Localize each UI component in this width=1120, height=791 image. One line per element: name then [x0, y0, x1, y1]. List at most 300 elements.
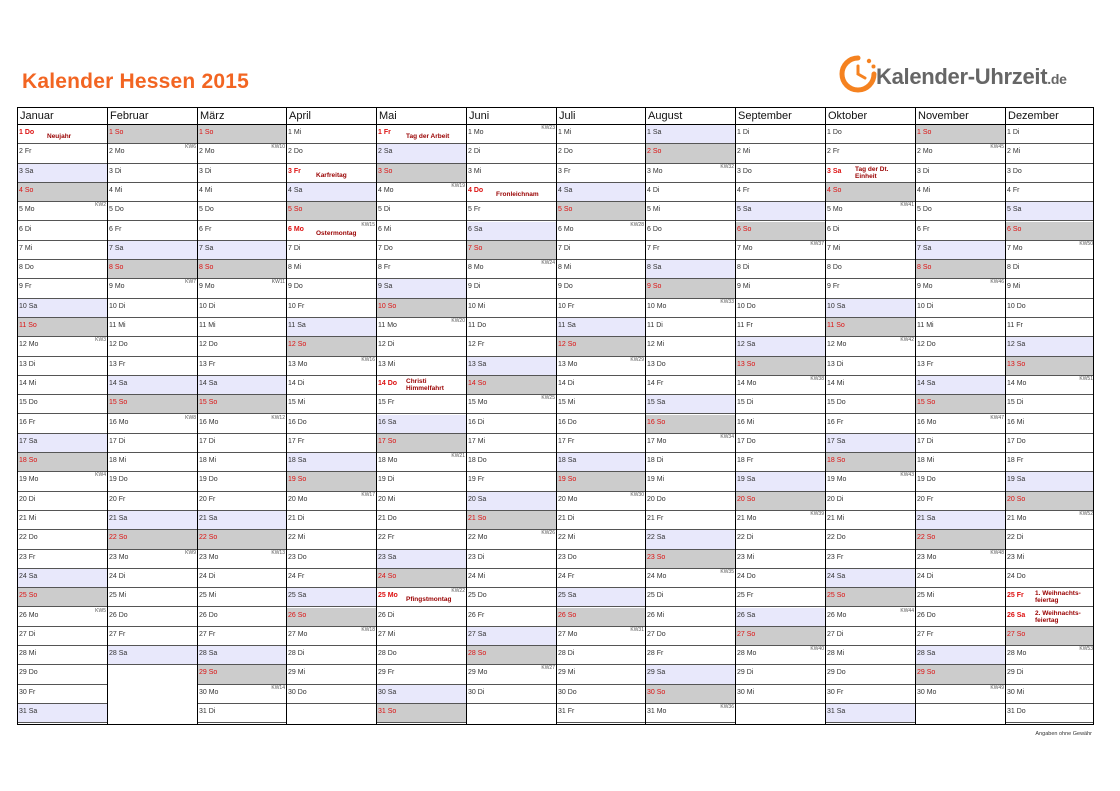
day-cell[interactable]	[1005, 588, 1094, 607]
day-cell[interactable]	[915, 511, 1005, 530]
day-cell[interactable]	[735, 241, 825, 260]
day-cell[interactable]	[286, 627, 376, 646]
day-cell[interactable]	[376, 318, 466, 337]
day-cell[interactable]	[376, 241, 466, 260]
day-cell[interactable]	[376, 685, 466, 704]
day-cell[interactable]	[286, 222, 376, 241]
day-cell[interactable]	[915, 569, 1005, 588]
day-cell[interactable]	[197, 183, 286, 202]
day-cell[interactable]	[286, 183, 376, 202]
day-cell[interactable]	[197, 357, 286, 376]
day-cell[interactable]	[286, 125, 376, 144]
day-cell[interactable]	[825, 434, 915, 453]
day-cell[interactable]	[645, 415, 735, 434]
day-cell[interactable]	[825, 241, 915, 260]
day-cell[interactable]	[376, 453, 466, 472]
day-cell[interactable]	[556, 472, 645, 491]
day-cell[interactable]	[286, 569, 376, 588]
day-cell[interactable]	[825, 202, 915, 221]
day-cell[interactable]	[466, 550, 556, 569]
day-cell[interactable]	[107, 569, 197, 588]
day-cell[interactable]	[17, 685, 107, 704]
day-cell[interactable]	[376, 434, 466, 453]
day-cell[interactable]	[825, 704, 915, 723]
day-cell[interactable]	[1005, 299, 1094, 318]
day-cell[interactable]	[1005, 608, 1094, 627]
day-cell[interactable]	[556, 125, 645, 144]
day-cell[interactable]	[645, 395, 735, 414]
day-cell[interactable]	[197, 164, 286, 183]
day-cell[interactable]	[107, 318, 197, 337]
day-cell[interactable]	[17, 164, 107, 183]
day-cell[interactable]	[107, 530, 197, 549]
day-cell[interactable]	[376, 608, 466, 627]
day-cell[interactable]	[197, 395, 286, 414]
day-cell[interactable]	[466, 530, 556, 549]
day-cell[interactable]	[915, 183, 1005, 202]
day-cell[interactable]	[1005, 550, 1094, 569]
day-cell[interactable]	[1005, 337, 1094, 356]
day-cell[interactable]	[197, 453, 286, 472]
day-cell[interactable]	[17, 357, 107, 376]
day-cell[interactable]	[17, 241, 107, 260]
day-cell[interactable]	[466, 202, 556, 221]
day-cell[interactable]	[825, 511, 915, 530]
day-cell[interactable]	[1005, 183, 1094, 202]
day-cell[interactable]	[556, 627, 645, 646]
day-cell[interactable]	[645, 665, 735, 684]
day-cell[interactable]	[286, 395, 376, 414]
day-cell[interactable]	[197, 665, 286, 684]
brand-logo[interactable]	[836, 52, 1086, 98]
day-cell[interactable]	[107, 357, 197, 376]
day-cell[interactable]	[376, 492, 466, 511]
day-cell[interactable]	[197, 222, 286, 241]
day-cell[interactable]	[376, 511, 466, 530]
day-cell[interactable]	[556, 183, 645, 202]
day-cell[interactable]	[556, 337, 645, 356]
day-cell[interactable]	[1005, 704, 1094, 723]
day-cell[interactable]	[107, 260, 197, 279]
day-cell[interactable]	[825, 299, 915, 318]
day-cell[interactable]	[825, 569, 915, 588]
day-cell[interactable]	[915, 530, 1005, 549]
day-cell[interactable]	[915, 608, 1005, 627]
day-cell[interactable]	[107, 395, 197, 414]
day-cell[interactable]	[645, 569, 735, 588]
day-cell[interactable]	[1005, 395, 1094, 414]
day-cell[interactable]	[645, 260, 735, 279]
day-cell[interactable]	[376, 395, 466, 414]
day-cell[interactable]	[17, 472, 107, 491]
day-cell[interactable]	[825, 492, 915, 511]
day-cell[interactable]	[735, 434, 825, 453]
day-cell[interactable]	[645, 588, 735, 607]
day-cell[interactable]	[286, 665, 376, 684]
day-cell[interactable]	[556, 704, 645, 723]
day-cell[interactable]	[107, 337, 197, 356]
day-cell[interactable]	[286, 472, 376, 491]
day-cell[interactable]	[17, 453, 107, 472]
day-cell[interactable]	[197, 550, 286, 569]
day-cell[interactable]	[466, 183, 556, 202]
day-cell[interactable]	[735, 511, 825, 530]
day-cell[interactable]	[915, 279, 1005, 298]
day-cell[interactable]	[915, 222, 1005, 241]
day-cell[interactable]	[466, 164, 556, 183]
day-cell[interactable]	[197, 569, 286, 588]
day-cell[interactable]	[735, 453, 825, 472]
day-cell[interactable]	[735, 569, 825, 588]
day-cell[interactable]	[645, 608, 735, 627]
day-cell[interactable]	[825, 665, 915, 684]
day-cell[interactable]	[107, 608, 197, 627]
day-cell[interactable]	[915, 665, 1005, 684]
day-cell[interactable]	[466, 472, 556, 491]
day-cell[interactable]	[17, 434, 107, 453]
day-cell[interactable]	[735, 646, 825, 665]
day-cell[interactable]	[286, 550, 376, 569]
day-cell[interactable]	[107, 279, 197, 298]
day-cell[interactable]	[556, 588, 645, 607]
day-cell[interactable]	[17, 530, 107, 549]
day-cell[interactable]	[286, 492, 376, 511]
day-cell[interactable]	[825, 415, 915, 434]
day-cell[interactable]	[735, 530, 825, 549]
day-cell[interactable]	[107, 376, 197, 395]
day-cell[interactable]	[376, 260, 466, 279]
day-cell[interactable]	[1005, 241, 1094, 260]
day-cell[interactable]	[197, 608, 286, 627]
day-cell[interactable]	[17, 299, 107, 318]
day-cell[interactable]	[735, 318, 825, 337]
day-cell[interactable]	[556, 646, 645, 665]
day-cell[interactable]	[376, 222, 466, 241]
day-cell[interactable]	[286, 299, 376, 318]
day-cell[interactable]	[645, 144, 735, 163]
day-cell[interactable]	[1005, 279, 1094, 298]
day-cell[interactable]	[17, 183, 107, 202]
day-cell[interactable]	[915, 241, 1005, 260]
day-cell[interactable]	[17, 125, 107, 144]
day-cell[interactable]	[915, 144, 1005, 163]
day-cell[interactable]	[556, 434, 645, 453]
day-cell[interactable]	[107, 646, 197, 665]
day-cell[interactable]	[466, 125, 556, 144]
day-cell[interactable]	[915, 357, 1005, 376]
day-cell[interactable]	[376, 357, 466, 376]
day-cell[interactable]	[197, 627, 286, 646]
day-cell[interactable]	[825, 588, 915, 607]
day-cell[interactable]	[17, 511, 107, 530]
day-cell[interactable]	[1005, 318, 1094, 337]
day-cell[interactable]	[735, 260, 825, 279]
day-cell[interactable]	[466, 569, 556, 588]
day-cell[interactable]	[107, 183, 197, 202]
day-cell[interactable]	[645, 685, 735, 704]
day-cell[interactable]	[107, 472, 197, 491]
day-cell[interactable]	[556, 241, 645, 260]
day-cell[interactable]	[197, 415, 286, 434]
day-cell[interactable]	[376, 704, 466, 723]
day-cell[interactable]	[107, 588, 197, 607]
day-cell[interactable]	[466, 376, 556, 395]
day-cell[interactable]	[197, 685, 286, 704]
day-cell[interactable]	[107, 434, 197, 453]
day-cell[interactable]	[466, 357, 556, 376]
day-cell[interactable]	[17, 415, 107, 434]
day-cell[interactable]	[376, 550, 466, 569]
day-cell[interactable]	[1005, 376, 1094, 395]
day-cell[interactable]	[286, 337, 376, 356]
day-cell[interactable]	[17, 550, 107, 569]
day-cell[interactable]	[107, 202, 197, 221]
day-cell[interactable]	[1005, 202, 1094, 221]
day-cell[interactable]	[1005, 530, 1094, 549]
day-cell[interactable]	[645, 337, 735, 356]
day-cell[interactable]	[915, 588, 1005, 607]
day-cell[interactable]	[286, 434, 376, 453]
day-cell[interactable]	[645, 704, 735, 723]
day-cell[interactable]	[556, 279, 645, 298]
day-cell[interactable]	[735, 164, 825, 183]
day-cell[interactable]	[1005, 492, 1094, 511]
day-cell[interactable]	[645, 376, 735, 395]
day-cell[interactable]	[915, 260, 1005, 279]
day-cell[interactable]	[197, 202, 286, 221]
day-cell[interactable]	[556, 530, 645, 549]
day-cell[interactable]	[645, 241, 735, 260]
day-cell[interactable]	[1005, 222, 1094, 241]
day-cell[interactable]	[197, 241, 286, 260]
day-cell[interactable]	[107, 164, 197, 183]
day-cell[interactable]	[286, 530, 376, 549]
day-cell[interactable]	[825, 164, 915, 183]
day-cell[interactable]	[197, 125, 286, 144]
day-cell[interactable]	[556, 569, 645, 588]
day-cell[interactable]	[466, 627, 556, 646]
day-cell[interactable]	[556, 222, 645, 241]
day-cell[interactable]	[17, 492, 107, 511]
day-cell[interactable]	[915, 472, 1005, 491]
day-cell[interactable]	[915, 299, 1005, 318]
day-cell[interactable]	[376, 279, 466, 298]
day-cell[interactable]	[466, 665, 556, 684]
day-cell[interactable]	[645, 453, 735, 472]
day-cell[interactable]	[645, 299, 735, 318]
day-cell[interactable]	[735, 144, 825, 163]
day-cell[interactable]	[1005, 665, 1094, 684]
day-cell[interactable]	[825, 357, 915, 376]
day-cell[interactable]	[915, 492, 1005, 511]
day-cell[interactable]	[556, 395, 645, 414]
day-cell[interactable]	[556, 164, 645, 183]
day-cell[interactable]	[556, 492, 645, 511]
day-cell[interactable]	[825, 453, 915, 472]
day-cell[interactable]	[286, 241, 376, 260]
day-cell[interactable]	[197, 337, 286, 356]
day-cell[interactable]	[825, 608, 915, 627]
day-cell[interactable]	[107, 492, 197, 511]
day-cell[interactable]	[286, 608, 376, 627]
day-cell[interactable]	[1005, 260, 1094, 279]
day-cell[interactable]	[556, 144, 645, 163]
day-cell[interactable]	[645, 434, 735, 453]
day-cell[interactable]	[286, 260, 376, 279]
day-cell[interactable]	[107, 222, 197, 241]
day-cell[interactable]	[17, 376, 107, 395]
day-cell[interactable]	[197, 260, 286, 279]
day-cell[interactable]	[915, 202, 1005, 221]
day-cell[interactable]	[286, 144, 376, 163]
day-cell[interactable]	[17, 318, 107, 337]
day-cell[interactable]	[376, 665, 466, 684]
day-cell[interactable]	[645, 279, 735, 298]
day-cell[interactable]	[915, 164, 1005, 183]
day-cell[interactable]	[825, 627, 915, 646]
day-cell[interactable]	[17, 222, 107, 241]
day-cell[interactable]	[197, 511, 286, 530]
day-cell[interactable]	[645, 164, 735, 183]
day-cell[interactable]	[735, 299, 825, 318]
day-cell[interactable]	[556, 685, 645, 704]
day-cell[interactable]	[556, 415, 645, 434]
day-cell[interactable]	[735, 395, 825, 414]
day-cell[interactable]	[735, 492, 825, 511]
day-cell[interactable]	[915, 125, 1005, 144]
day-cell[interactable]	[915, 550, 1005, 569]
day-cell[interactable]	[17, 665, 107, 684]
day-cell[interactable]	[825, 550, 915, 569]
day-cell[interactable]	[17, 569, 107, 588]
day-cell[interactable]	[915, 685, 1005, 704]
day-cell[interactable]	[286, 376, 376, 395]
day-cell[interactable]	[645, 530, 735, 549]
day-cell[interactable]	[645, 125, 735, 144]
day-cell[interactable]	[466, 279, 556, 298]
day-cell[interactable]	[466, 260, 556, 279]
day-cell[interactable]	[376, 569, 466, 588]
day-cell[interactable]	[466, 241, 556, 260]
day-cell[interactable]	[286, 202, 376, 221]
day-cell[interactable]	[556, 453, 645, 472]
day-cell[interactable]	[915, 395, 1005, 414]
day-cell[interactable]	[107, 550, 197, 569]
day-cell[interactable]	[556, 318, 645, 337]
day-cell[interactable]	[286, 279, 376, 298]
day-cell[interactable]	[197, 299, 286, 318]
day-cell[interactable]	[286, 357, 376, 376]
day-cell[interactable]	[466, 646, 556, 665]
day-cell[interactable]	[376, 202, 466, 221]
day-cell[interactable]	[286, 511, 376, 530]
day-cell[interactable]	[376, 627, 466, 646]
day-cell[interactable]	[376, 472, 466, 491]
day-cell[interactable]	[17, 608, 107, 627]
day-cell[interactable]	[107, 241, 197, 260]
day-cell[interactable]	[17, 627, 107, 646]
day-cell[interactable]	[376, 164, 466, 183]
day-cell[interactable]	[197, 144, 286, 163]
day-cell[interactable]	[645, 357, 735, 376]
day-cell[interactable]	[915, 453, 1005, 472]
day-cell[interactable]	[556, 376, 645, 395]
day-cell[interactable]	[735, 608, 825, 627]
day-cell[interactable]	[466, 299, 556, 318]
day-cell[interactable]	[825, 472, 915, 491]
day-cell[interactable]	[17, 144, 107, 163]
day-cell[interactable]	[17, 395, 107, 414]
day-cell[interactable]	[825, 222, 915, 241]
day-cell[interactable]	[286, 453, 376, 472]
day-cell[interactable]	[735, 627, 825, 646]
day-cell[interactable]	[825, 279, 915, 298]
day-cell[interactable]	[915, 415, 1005, 434]
day-cell[interactable]	[197, 472, 286, 491]
day-cell[interactable]	[735, 588, 825, 607]
day-cell[interactable]	[735, 222, 825, 241]
day-cell[interactable]	[286, 318, 376, 337]
day-cell[interactable]	[915, 337, 1005, 356]
day-cell[interactable]	[825, 685, 915, 704]
day-cell[interactable]	[17, 588, 107, 607]
day-cell[interactable]	[376, 144, 466, 163]
day-cell[interactable]	[466, 608, 556, 627]
day-cell[interactable]	[556, 665, 645, 684]
day-cell[interactable]	[915, 627, 1005, 646]
day-cell[interactable]	[556, 357, 645, 376]
day-cell[interactable]	[107, 511, 197, 530]
day-cell[interactable]	[735, 550, 825, 569]
day-cell[interactable]	[286, 646, 376, 665]
day-cell[interactable]	[645, 550, 735, 569]
day-cell[interactable]	[915, 434, 1005, 453]
day-cell[interactable]	[825, 530, 915, 549]
day-cell[interactable]	[376, 415, 466, 434]
day-cell[interactable]	[107, 415, 197, 434]
day-cell[interactable]	[645, 222, 735, 241]
day-cell[interactable]	[735, 279, 825, 298]
day-cell[interactable]	[107, 453, 197, 472]
day-cell[interactable]	[825, 337, 915, 356]
day-cell[interactable]	[1005, 164, 1094, 183]
day-cell[interactable]	[376, 183, 466, 202]
day-cell[interactable]	[107, 125, 197, 144]
day-cell[interactable]	[107, 299, 197, 318]
day-cell[interactable]	[556, 550, 645, 569]
day-cell[interactable]	[466, 222, 556, 241]
day-cell[interactable]	[735, 685, 825, 704]
day-cell[interactable]	[735, 665, 825, 684]
day-cell[interactable]	[915, 646, 1005, 665]
day-cell[interactable]	[376, 646, 466, 665]
day-cell[interactable]	[17, 202, 107, 221]
day-cell[interactable]	[17, 704, 107, 723]
day-cell[interactable]	[197, 530, 286, 549]
day-cell[interactable]	[1005, 125, 1094, 144]
day-cell[interactable]	[466, 685, 556, 704]
day-cell[interactable]	[466, 511, 556, 530]
day-cell[interactable]	[466, 395, 556, 414]
day-cell[interactable]	[735, 357, 825, 376]
day-cell[interactable]	[645, 646, 735, 665]
day-cell[interactable]	[376, 530, 466, 549]
day-cell[interactable]	[1005, 472, 1094, 491]
day-cell[interactable]	[735, 125, 825, 144]
day-cell[interactable]	[1005, 569, 1094, 588]
day-cell[interactable]	[286, 588, 376, 607]
day-cell[interactable]	[645, 627, 735, 646]
